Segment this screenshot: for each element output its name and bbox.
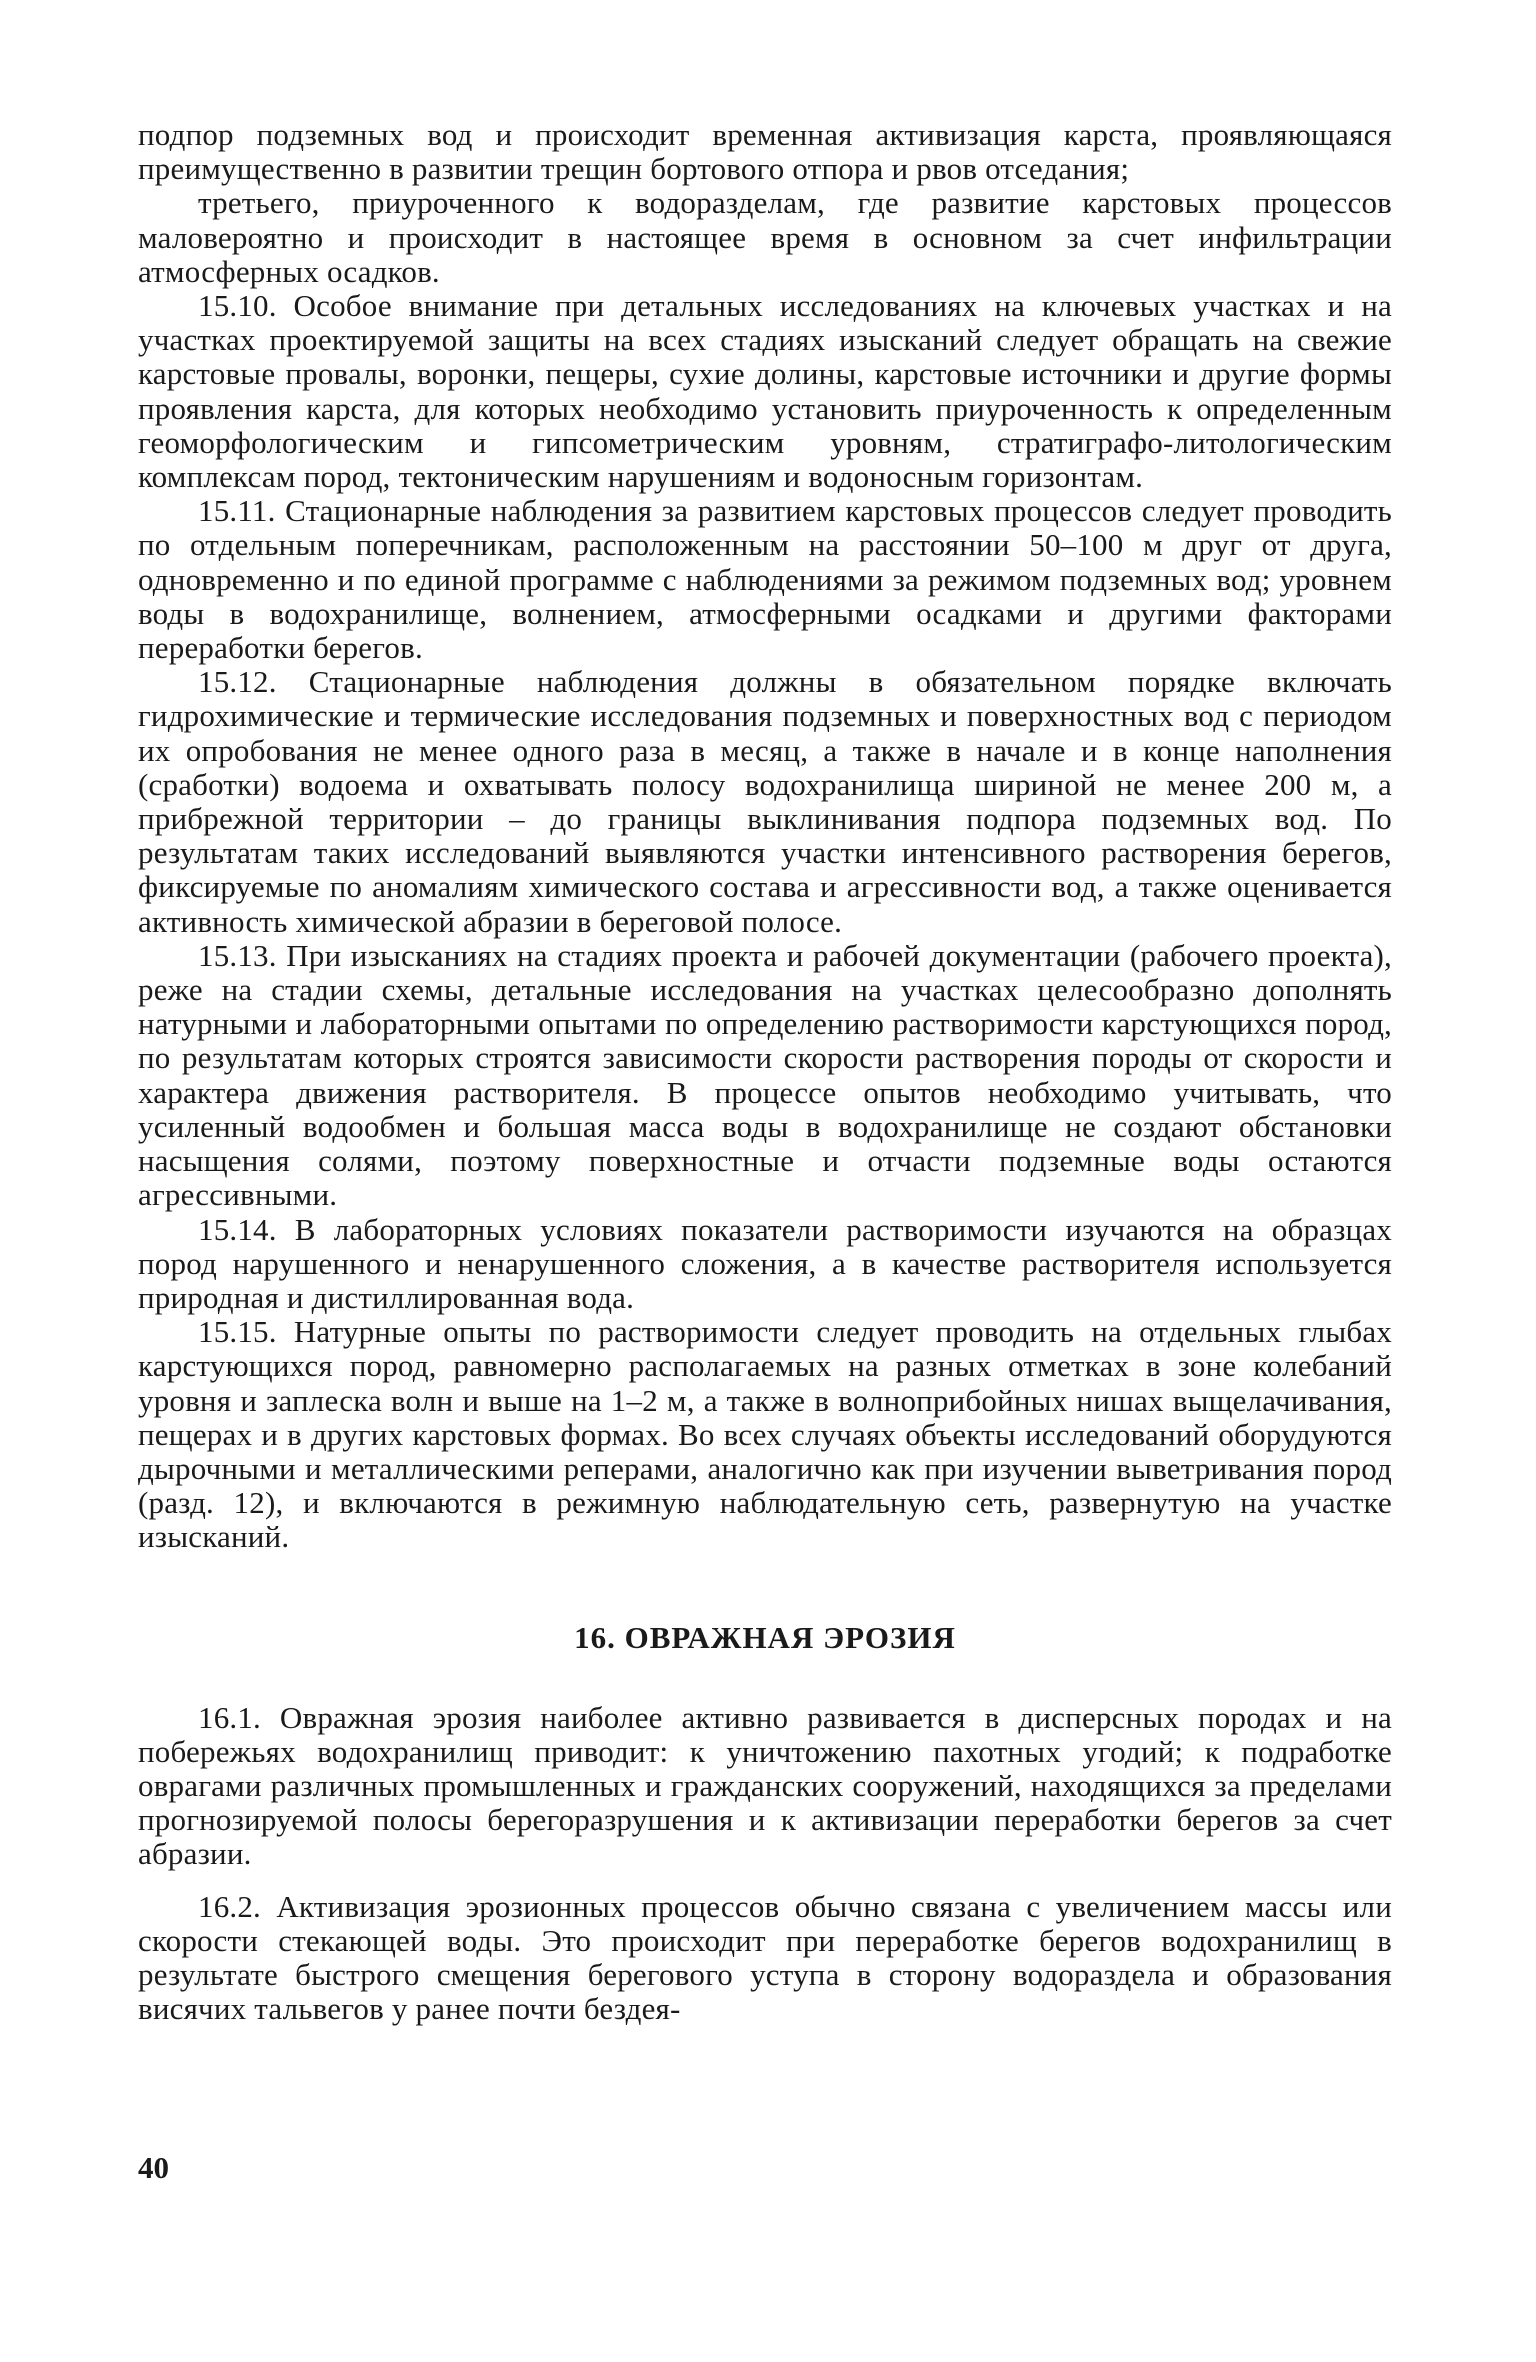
paragraph-15-15: 15.15. Натурные опыты по растворимости следует проводить на отдельных глыбах карстующихся пород, равномерно располагаемых на разных отметках в зоне колебаний уровня и заплеска волн и выше на 1–2 м, а также в волноприбойных нишах выщелачивания, пещерах и в других карстовых формах. Во всех случаях объекты исследований оборудуются дырочными и металлическими реперами, аналогично как при изучении выветривания пород (разд. 12), и включаются в режимную наблюдательную сеть, развернутую на участке изысканий. — [138, 1314, 1392, 1555]
paragraph-third-zone: третьего, приуроченного к водоразделам, где развитие карстовых процессов маловероятно и происходит в настоящее время в основном за счет инфильтрации атмосферных осадков. — [138, 185, 1392, 289]
page-number: 40 — [138, 2150, 169, 2185]
paragraph-continuation: подпор подземных вод и происходит временная активизация карста, проявляющаяся преимущественно в развитии трещин бортового отпора и рвов отседания; — [138, 117, 1392, 187]
paragraph-15-12: 15.12. Стационарные наблюдения должны в обязательном порядке включать гидрохимические и термические исследования подземных и поверхностных вод с периодом их опробования не менее одного раза в месяц, а также в начале и в конце наполнения (сработки) водоема и охватывать полосу водохранилища шириной не менее 200 м, а прибрежной территории – до границы выклинивания подпора подземных вод. По результатам таких исследований выявляются участки интенсивного растворения берегов, фиксируемые по аномалиям химического состава и агрессивности вод, а также оценивается активность химической абразии в береговой полосе. — [138, 664, 1392, 939]
paragraph-16-2: 16.2. Активизация эрозионных процессов обычно связана с увеличением массы или скорости стекающей воды. Это происходит при переработке берегов водохранилищ в результате быстрого смещения берегового уступа в сторону водораздела и образования висячих тальвегов у ранее почти бездея- — [138, 1888, 1392, 2027]
section-heading: 16. ОВРАЖНАЯ ЭРОЗИЯ — [574, 1619, 956, 1655]
paragraph-16-1: 16.1. Овражная эрозия наиболее активно развивается в дисперсных породах и на побережьях водохранилищ приводит: к уничтожению пахотных угодий; к подработке оврагами различных промышленных и гражданских сооружений, находящихся за пределами прогнозируемой полосы берегоразрушения и к активизации переработки берегов за счет абразии. — [138, 1699, 1392, 1872]
document-page — [138, 118, 1392, 2026]
paragraph-15-14: 15.14. В лабораторных условиях показатели растворимости изучаются на образцах пород нарушенного и ненарушенного сложения, а в качестве растворителя используется природная и дистиллированная вода. — [138, 1211, 1392, 1315]
paragraph-15-11: 15.11. Стационарные наблюдения за развитием карстовых процессов следует проводить по отдельным поперечникам, расположенным на расстоянии 50–100 м друг от друга, одновременно и по единой программе с наблюдениями за режимом подземных вод; уровнем воды в водохранилище, волнением, атмосферными осадками и другими факторами переработки берегов. — [138, 493, 1392, 666]
paragraph-15-10: 15.10. Особое внимание при детальных исследованиях на ключевых участках и на участках проектируемой защиты на всех стадиях изысканий следует обращать на свежие карстовые провалы, воронки, пещеры, сухие долины, карстовые источники и другие формы проявления карста, для которых необходимо установить приуроченность к определенным геоморфологическим и гипсометрическим уровням, стратиграфо-литологическим комплексам пород, тектоническим нарушениям и водоносным горизонтам. — [138, 288, 1392, 495]
paragraph-15-13: 15.13. При изысканиях на стадиях проекта и рабочей документации (рабочего проекта), реже на стадии схемы, детальные исследования на участках целесообразно дополнять натурными и лабораторными опытами по определению растворимости карстующихся пород, по результатам которых строятся зависимости скорости растворения породы от скорости и характера движения растворителя. В процессе опытов необходимо учитывать, что усиленный водообмен и большая масса воды в водохранилище не создают обстановки насыщения солями, поэтому поверхностные и отчасти подземные воды остаются агрессивными. — [138, 937, 1392, 1213]
